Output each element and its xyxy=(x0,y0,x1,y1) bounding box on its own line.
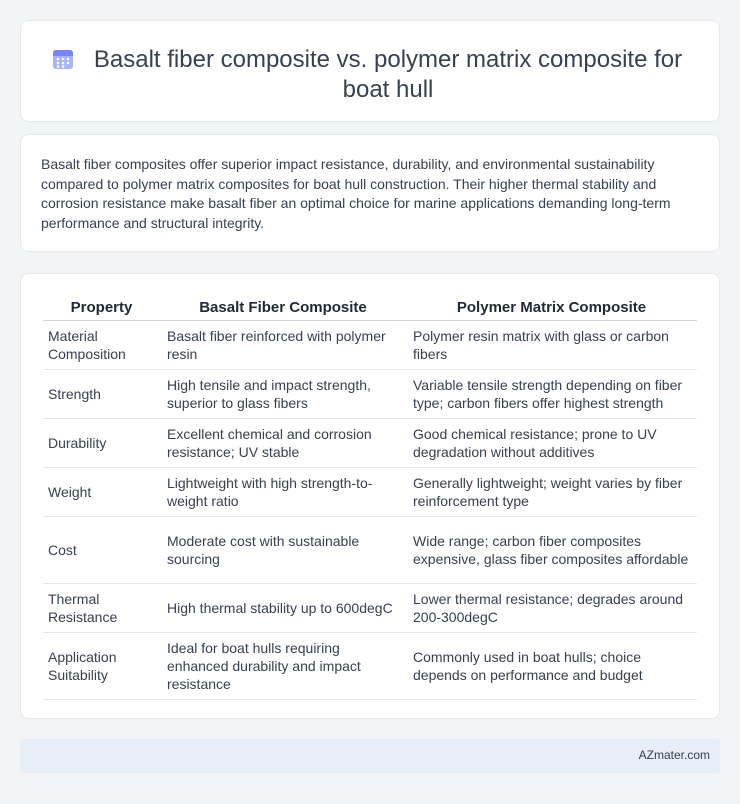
basalt-cell: Ideal for boat hulls requiring enhanced durability and impact resistance xyxy=(160,632,406,699)
polymer-cell: Variable tensile strength depending on fiber type; carbon fibers offer highest strength xyxy=(406,369,697,418)
property-cell: Material Composition xyxy=(43,320,160,369)
property-cell: Cost xyxy=(43,516,160,583)
property-cell: Application Suitability xyxy=(43,632,160,699)
comparison-table xyxy=(43,294,697,700)
polymer-cell: Lower thermal resistance; degrades around 200-300degC xyxy=(406,583,697,632)
title-card xyxy=(20,20,720,122)
summary-card xyxy=(20,134,720,252)
polymer-cell: Generally lightweight; weight varies by fiber reinforcement type xyxy=(406,467,697,516)
polymer-cell: Wide range; carbon fiber composites expensive, glass fiber composites affordable xyxy=(406,516,697,583)
basalt-cell: Moderate cost with sustainable sourcing xyxy=(160,516,406,583)
basalt-cell: Lightweight with high strength-to-weight ratio xyxy=(160,467,406,516)
polymer-cell: Commonly used in boat hulls; choice depends on performance and budget xyxy=(406,632,697,699)
table-row xyxy=(43,632,697,699)
column-header-polymer: Polymer Matrix Composite xyxy=(406,294,697,320)
footer-bar xyxy=(20,739,720,773)
footer-brand-link[interactable]: AZmater.com xyxy=(638,748,710,762)
property-cell: Strength xyxy=(43,369,160,418)
polymer-cell: Good chemical resistance; prone to UV degradation without additives xyxy=(406,418,697,467)
table-header-row xyxy=(43,294,697,320)
comparison-card xyxy=(20,273,720,719)
property-cell: Thermal Resistance xyxy=(43,583,160,632)
basalt-cell: Basalt fiber reinforced with polymer resin xyxy=(160,320,406,369)
basalt-cell: Excellent chemical and corrosion resistance; UV stable xyxy=(160,418,406,467)
property-cell: Durability xyxy=(43,418,160,467)
column-header-property: Property xyxy=(43,294,160,320)
table-row xyxy=(43,583,697,632)
column-header-basalt: Basalt Fiber Composite xyxy=(160,294,406,320)
property-cell: Weight xyxy=(43,467,160,516)
basalt-cell: High tensile and impact strength, superior to glass fibers xyxy=(160,369,406,418)
table-row xyxy=(43,418,697,467)
table-row xyxy=(43,516,697,583)
basalt-cell: High thermal stability up to 600degC xyxy=(160,583,406,632)
summary-paragraph: Basalt fiber composites offer superior impact resistance, durability, and environmental sustainability compared to polymer matrix composites for boat hull construction. Their higher thermal stability and corrosion resistance make basalt fiber an optimal choice for marine applications demanding long-term performance and structural integrity. xyxy=(41,156,671,231)
polymer-cell: Polymer resin matrix with glass or carbon fibers xyxy=(406,320,697,369)
page-title: Basalt fiber composite vs. polymer matrix composite for boat hull xyxy=(93,46,683,103)
table-row xyxy=(43,467,697,516)
table-row xyxy=(43,320,697,369)
table-row xyxy=(43,369,697,418)
